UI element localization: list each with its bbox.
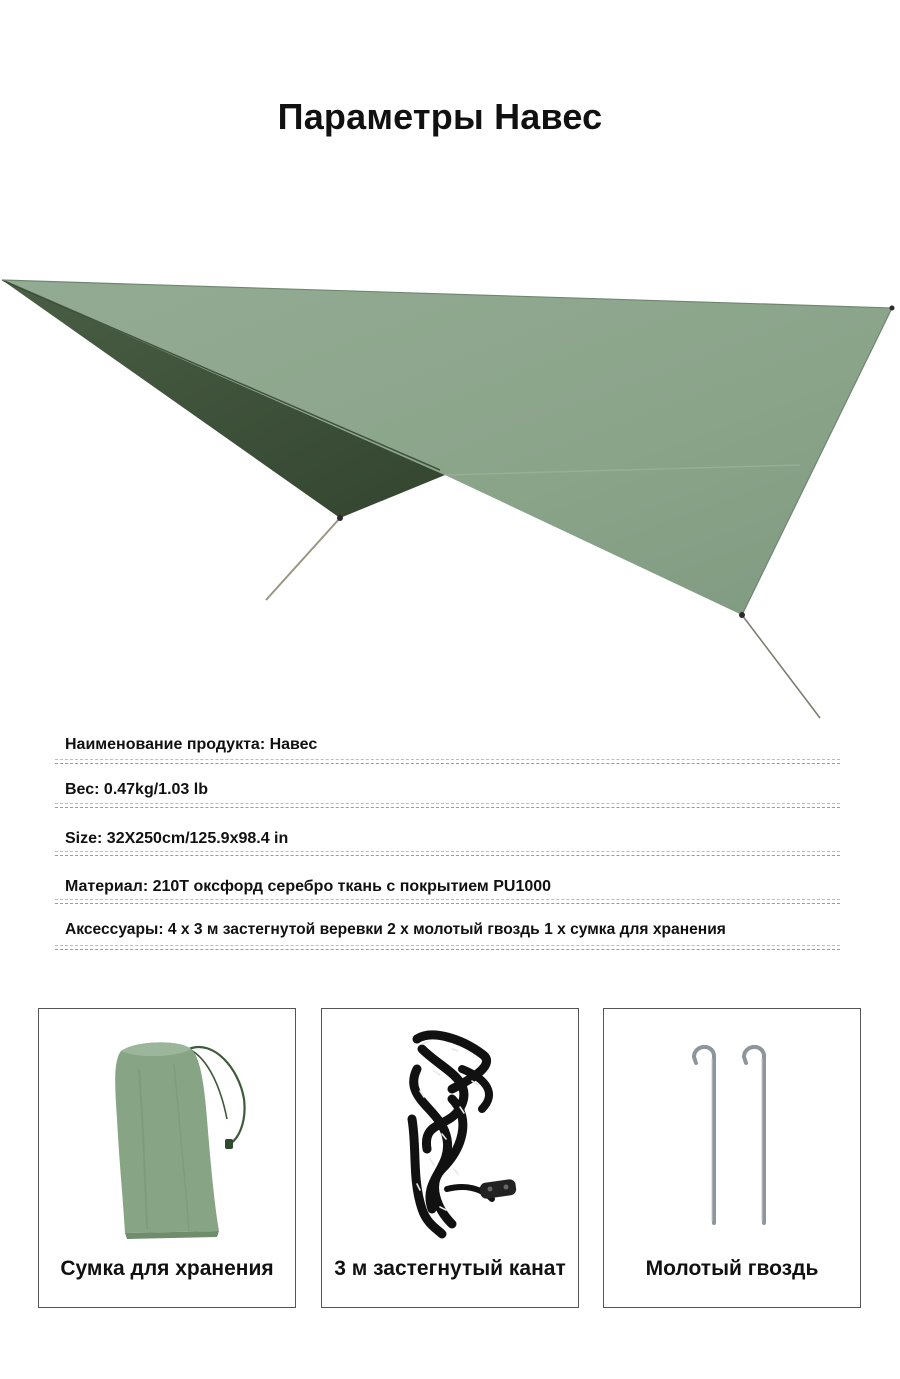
spec-row-product-name xyxy=(55,730,840,764)
spec-row-weight xyxy=(55,776,840,808)
spec-product-name: Наименование продукта: Навес xyxy=(65,736,318,753)
spec-material: Материал: 210T оксфорд серебро ткань с покрытием PU1000 xyxy=(65,878,552,895)
accessory-label-stake: Молотый гвоздь xyxy=(645,1257,819,1280)
spec-accessories: Аксессуары: 4 х 3 м застегнутой веревки 2 х молотый гвоздь 1 х сумка для хранения xyxy=(65,921,726,938)
spec-size: Size: 32X250cm/125.9x98.4 in xyxy=(65,830,289,847)
spec-row-material xyxy=(55,872,840,904)
spec-weight: Вес: 0.47kg/1.03 lb xyxy=(65,781,208,798)
stake-icon xyxy=(604,1009,862,1249)
accessory-card-bag xyxy=(38,1008,296,1308)
accessory-label-rope: 3 м застегнутый канат xyxy=(334,1257,566,1280)
spec-row-accessories xyxy=(55,916,840,950)
spec-row-size xyxy=(55,824,840,856)
page-title: Параметры Навес xyxy=(277,96,603,137)
storage-bag-icon xyxy=(39,1009,297,1249)
accessory-card-stake xyxy=(603,1008,861,1308)
accessory-label-bag: Сумка для хранения xyxy=(60,1257,274,1280)
tarp-image xyxy=(0,270,900,730)
accessory-card-rope xyxy=(321,1008,579,1308)
rope-icon xyxy=(322,1009,580,1249)
accessories-row xyxy=(0,1008,900,1310)
